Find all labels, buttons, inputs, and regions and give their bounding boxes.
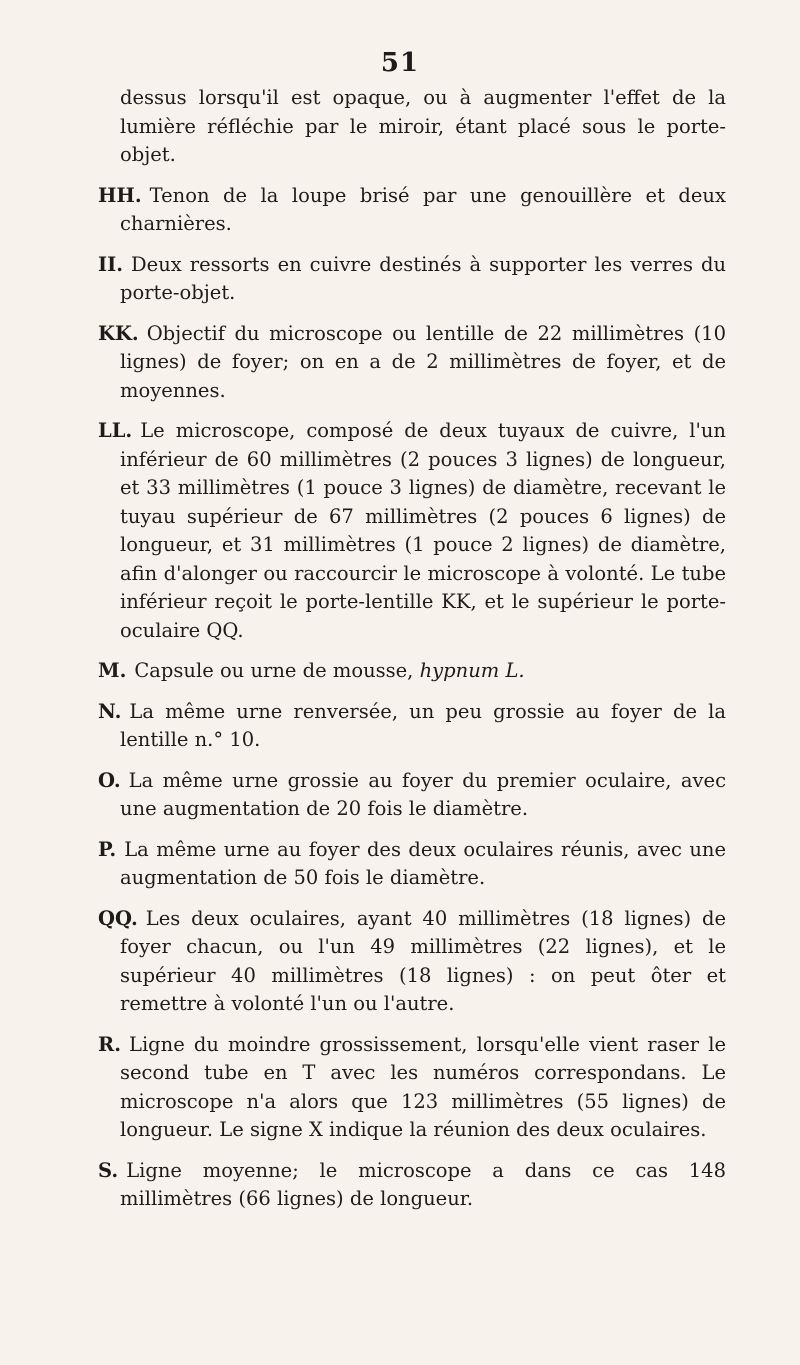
entry-key: N. xyxy=(98,699,122,723)
legend-entry-QQ xyxy=(98,905,726,1019)
entry-text: Deux ressorts en cuivre destinés à supporter les verres du porte-objet. xyxy=(120,252,726,304)
legend-entry-continuation xyxy=(98,84,726,170)
entry-key: S. xyxy=(98,1158,119,1182)
entry-key: M. xyxy=(98,659,127,682)
legend-entry-N xyxy=(98,698,726,755)
entry-italic-text: hypnum L. xyxy=(419,659,525,682)
entry-key: KK. xyxy=(98,321,139,345)
entry-text: Ligne moyenne; le microscope a dans ce cas 148 millimètres (66 lignes) de longueur. xyxy=(120,1158,726,1210)
entry-key: P. xyxy=(98,837,117,861)
entry-key: II. xyxy=(98,252,124,276)
entry-key: HH. xyxy=(98,183,142,207)
entry-text: Objectif du microscope ou lentille de 22 millimètres (10 lignes) de foyer; on en a de 2 millimètres de foyer, et de moyennes. xyxy=(120,321,726,402)
entry-text: Capsule ou urne de mousse, xyxy=(134,659,414,682)
entry-key: QQ. xyxy=(98,906,138,930)
entry-text: La même urne renversée, un peu grossie au foyer de la lentille n.° 10. xyxy=(120,699,726,751)
legend-entry-R xyxy=(98,1031,726,1145)
legend-entry-HH xyxy=(98,182,726,239)
entry-text: Ligne du moindre grossissement, lorsqu'elle vient raser le second tube en T avec les numéros correspondans. Le microscope n'a alors que 123 millimètres (55 lignes) de longueur. Le signe X indique la réunion des deux oculaires. xyxy=(120,1032,726,1141)
legend-entry-S xyxy=(98,1157,726,1214)
legend-entry-KK xyxy=(98,320,726,406)
entry-text: Les deux oculaires, ayant 40 millimètres (18 lignes) de foyer chacun, ou l'un 49 millimètres (22 lignes), et le supérieur 40 millimètres (18 lignes) : on peut ôter et remettre à volonté l'un ou l'autre. xyxy=(120,906,726,1015)
legend-entry-II xyxy=(98,251,726,308)
legend-entry-LL xyxy=(98,417,726,645)
entry-key: R. xyxy=(98,1032,121,1056)
entry-key: O. xyxy=(98,768,121,792)
legend-entry-M xyxy=(98,657,726,686)
legend-entry-O xyxy=(98,767,726,824)
entry-text: La même urne grossie au foyer du premier oculaire, avec une augmentation de 20 fois le diamètre. xyxy=(120,768,726,820)
entry-key: LL. xyxy=(98,419,133,442)
legend-text xyxy=(98,84,726,1226)
entry-text: dessus lorsqu'il est opaque, ou à augmenter l'effet de la lumière réfléchie par le miroir, étant placé sous le porte-objet. xyxy=(120,86,726,166)
entry-text: Tenon de la loupe brisé par une genouillère et deux charnières. xyxy=(120,183,726,235)
entry-text: La même urne au foyer des deux oculaires réunis, avec une augmentation de 50 fois le diamètre. xyxy=(120,837,726,889)
page-number: 51 xyxy=(380,48,420,78)
legend-entry-P xyxy=(98,836,726,893)
entry-text: Le microscope, composé de deux tuyaux de cuivre, l'un inférieur de 60 millimètres (2 pouces 3 lignes) de longueur, et 33 millimètres (1 pouce 3 lignes) de diamètre, recevant le tuyau supérieur de 67 millimètres (2 pouces 6 lignes) de longueur, et 31 millimètres (1 pouce 2 lignes) de diamètre, afin d'alonger ou raccourcir le microscope à volonté. Le tube inférieur reçoit le porte-lentille KK, et le supérieur le porte-oculaire QQ. xyxy=(120,419,726,642)
